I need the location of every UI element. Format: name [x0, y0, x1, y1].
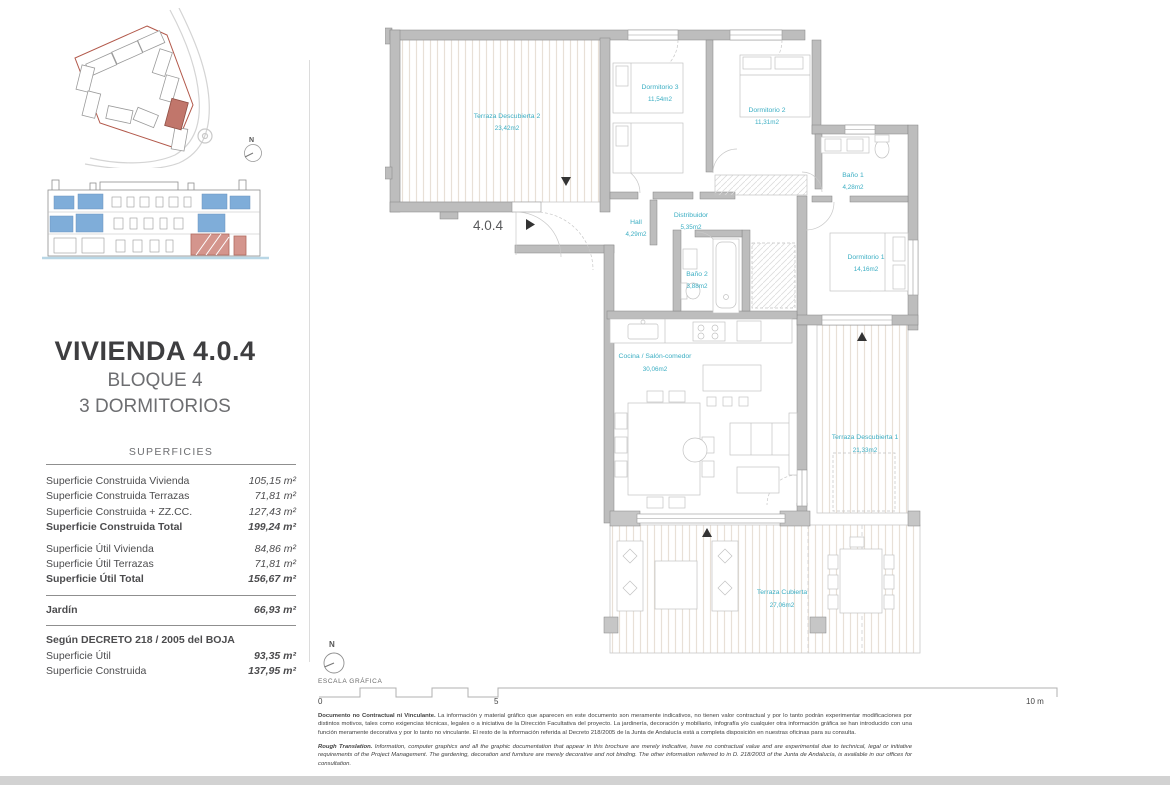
- svg-text:Baño 1: Baño 1: [842, 172, 864, 179]
- footer-north-label: N: [329, 640, 335, 649]
- elevation-highlight-red: [191, 234, 246, 255]
- svg-text:Dormitorio 1: Dormitorio 1: [847, 254, 885, 261]
- svg-text:Baño 2: Baño 2: [686, 271, 708, 278]
- site-north-label: N: [249, 137, 255, 144]
- svg-text:4,28m2: 4,28m2: [842, 184, 864, 191]
- svg-text:4,29m2: 4,29m2: [625, 231, 647, 238]
- areas-table: [46, 446, 296, 679]
- unit-number-label: 4.0.4: [473, 218, 504, 233]
- svg-text:21,33m2: 21,33m2: [852, 447, 878, 454]
- svg-text:Dormitorio 2: Dormitorio 2: [748, 107, 786, 114]
- table-row: Superficie Construida Terrazas 71,81 m²: [46, 490, 296, 503]
- svg-text:Terraza Descubierta 1: Terraza Descubierta 1: [831, 434, 899, 441]
- vertical-divider: [309, 60, 310, 662]
- scale-title: ESCALA GRÁFICA: [318, 678, 383, 685]
- site-buildings: [76, 31, 188, 151]
- unit-entry-arrow-icon: [526, 219, 535, 230]
- table-row: Superficie Construida Vivienda 105,15 m²: [46, 475, 296, 487]
- unit-title: VIVIENDA 4.0.4: [54, 336, 256, 366]
- svg-text:14,16m2: 14,16m2: [853, 266, 879, 273]
- footer-north-compass-icon: [321, 650, 347, 676]
- svg-text:Distribuidor: Distribuidor: [673, 212, 709, 219]
- svg-text:3,88m2: 3,88m2: [686, 283, 708, 290]
- table-row-total: Superficie Construida Total 199,24 m²: [46, 521, 296, 534]
- site-road: [85, 8, 212, 168]
- svg-text:Dormitorio 3: Dormitorio 3: [641, 84, 679, 91]
- svg-text:30,06m2: 30,06m2: [642, 366, 668, 373]
- svg-text:Cocina / Salón-comedor: Cocina / Salón-comedor: [618, 353, 692, 360]
- table-row: Superficie Construida + ZZ.CC. 127,43 m²: [46, 505, 296, 518]
- svg-text:5,35m2: 5,35m2: [680, 224, 702, 231]
- svg-text:27,06m2: 27,06m2: [769, 602, 795, 609]
- bedrooms-subtitle: 3 DORMITORIOS: [79, 396, 231, 417]
- scale-tick-10: 10 m: [1026, 697, 1044, 706]
- floor-plan: [385, 25, 930, 660]
- disclaimer-spanish: Documento no Contractual ni Vinculante. La información y material gráfico que aparecen en este documento son meramente indicativos, no tienen valor contractual y por lo tanto podrán experimentar modificaciones por distintos motivos, tales como exigencias técnicas, legales o a iniciativa de la Dirección Facultativa del proyecto. La jardinería, decoración y mobiliario, infografía y/o cualquier otra información gráfica se han introducido con una función meramente decorativa y por lo tanto no vinculante. El resto de la información referida al Decreto 218/2005 de la Junta de Andalucía está a completa disposición en nuestras oficinas para su consulta.: [318, 712, 912, 736]
- table-row: Superficie Útil Vivienda 84,86 m²: [46, 542, 296, 555]
- table-divider: [46, 595, 296, 596]
- building-elevation: [38, 170, 273, 270]
- scale-tick-5: 5: [494, 697, 499, 706]
- site-north-compass-icon: [245, 137, 262, 162]
- scale-bar: [318, 684, 1060, 698]
- svg-text:11,54m2: 11,54m2: [647, 96, 673, 103]
- block-subtitle: BLOQUE 4: [107, 370, 203, 391]
- decree-header: Según DECRETO 218 / 2005 del BOJA: [46, 634, 235, 647]
- table-divider: [46, 625, 296, 626]
- table-row: Superficie Útil 93,35 m²: [46, 649, 296, 662]
- table-row: Superficie Útil Terrazas 71,81 m²: [46, 558, 296, 571]
- table-row-total: Superficie Útil Total 156,67 m²: [46, 573, 296, 586]
- disclaimer-english: Rough Translation. Information, computer graphics and all the graphic documentation that appear in this brochure are merely indicative, have no contractual value and are experimental due to technical, legal or initiative requirements of the Project Management. The gardening, decoration and furniture are merely decorative and not binding. The other information referred to in D. 218/2003 of the Junta de Andalucía, is available in our offices for consultation.: [318, 743, 913, 767]
- svg-text:Terraza Descubierta 2: Terraza Descubierta 2: [473, 113, 541, 120]
- svg-text:Terraza Cubierta: Terraza Cubierta: [756, 589, 808, 596]
- areas-table-header: SUPERFICIES: [46, 446, 296, 465]
- table-row-jardin: Jardín 66,93 m²: [46, 603, 296, 616]
- scale-tick-0: 0: [318, 697, 323, 706]
- site-plan-map: [55, 8, 285, 168]
- table-row: Superficie Construida 137,95 m²: [46, 665, 296, 678]
- svg-text:Hall: Hall: [630, 219, 642, 226]
- svg-text:11,31m2: 11,31m2: [754, 119, 780, 126]
- svg-text:23,42m2: 23,42m2: [494, 125, 520, 132]
- bottom-bar: [0, 776, 1170, 785]
